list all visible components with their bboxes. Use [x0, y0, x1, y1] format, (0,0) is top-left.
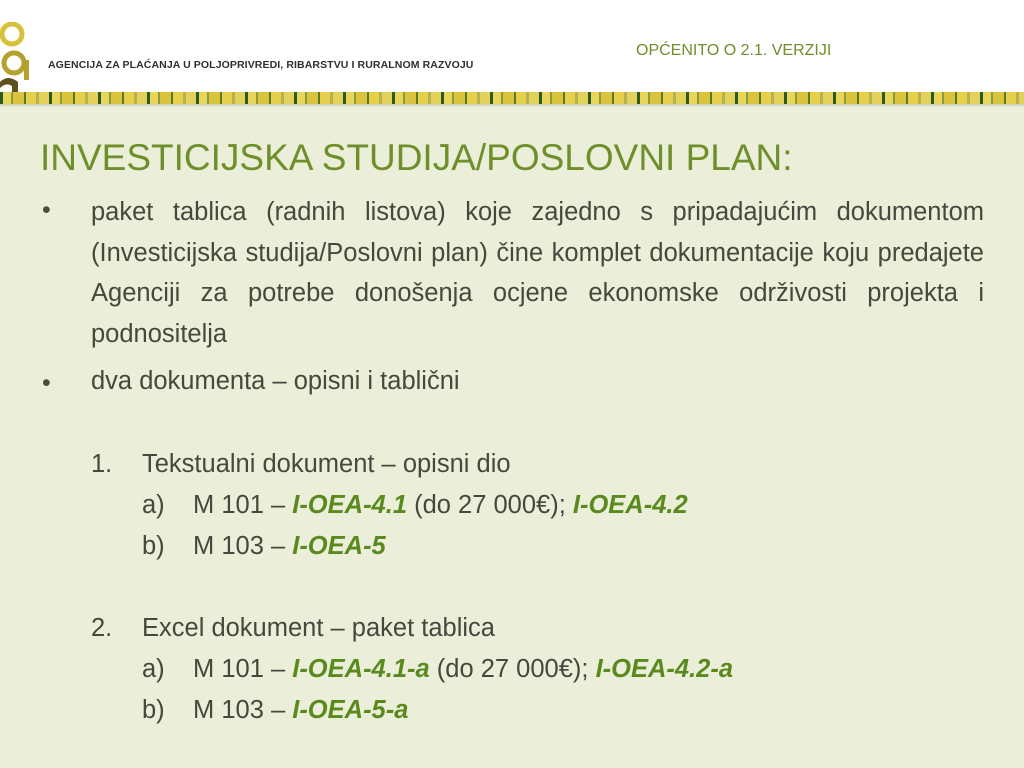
sub-item-letter: a): [142, 655, 165, 683]
agency-logo: [0, 22, 34, 96]
form-code: I-OEA-5-a: [292, 696, 409, 724]
list-number: 2.: [91, 614, 113, 642]
header-bar: [0, 0, 1024, 92]
form-code: I-OEA-5: [292, 532, 386, 560]
bullet-marker: •: [42, 196, 51, 224]
header-divider-stripe: [0, 92, 1024, 104]
sub-item-letter: b): [142, 532, 165, 560]
sub-item-text: [193, 655, 733, 684]
sub-item-prefix: M 101 –: [193, 491, 293, 519]
section-title: OPĆENITO O 2.1. VERZIJI: [636, 42, 832, 59]
sub-item-prefix: M 103 –: [193, 696, 293, 724]
bullet-text: paket tablica (radnih listova) koje zajedno s pripadajućim dokumentom (Investicijska studija/Poslovni plan) čine komplet dokumentacije koju predajete Agenciji za potrebe donošenja ocjene ekonomske održivosti projekta i podnositelja: [91, 198, 984, 348]
sub-item-text: [193, 491, 688, 520]
sub-item-text: [193, 696, 408, 725]
sub-item-middle: (do 27 000€);: [407, 491, 573, 519]
divider-shadow: [0, 104, 1024, 107]
agency-name: AGENCIJA ZA PLAĆANJA U POLJOPRIVREDI, RIBARSTVU I RURALNOM RAZVOJU: [48, 59, 474, 71]
bullet-marker: •: [42, 369, 51, 397]
list-item-text: Tekstualni dokument – opisni dio: [142, 450, 511, 478]
sub-item-text: [193, 532, 386, 561]
slide-title: INVESTICIJSKA STUDIJA/POSLOVNI PLAN:: [40, 137, 793, 178]
list-item-text: Excel dokument – paket tablica: [142, 614, 495, 642]
form-code: I-OEA-4.1-a: [292, 655, 430, 683]
sub-item-letter: b): [142, 696, 165, 724]
bullet-text: dva dokumenta – opisni i tablični: [91, 367, 460, 395]
form-code: I-OEA-4.2: [572, 491, 688, 519]
sub-item-prefix: M 103 –: [193, 532, 293, 560]
form-code: I-OEA-4.1: [292, 491, 408, 519]
form-code: I-OEA-4.2-a: [595, 655, 734, 683]
sub-item-middle: (do 27 000€);: [429, 655, 596, 683]
sub-item-letter: a): [142, 491, 165, 519]
sub-item-prefix: M 101 –: [193, 655, 293, 683]
list-number: 1.: [91, 450, 113, 478]
